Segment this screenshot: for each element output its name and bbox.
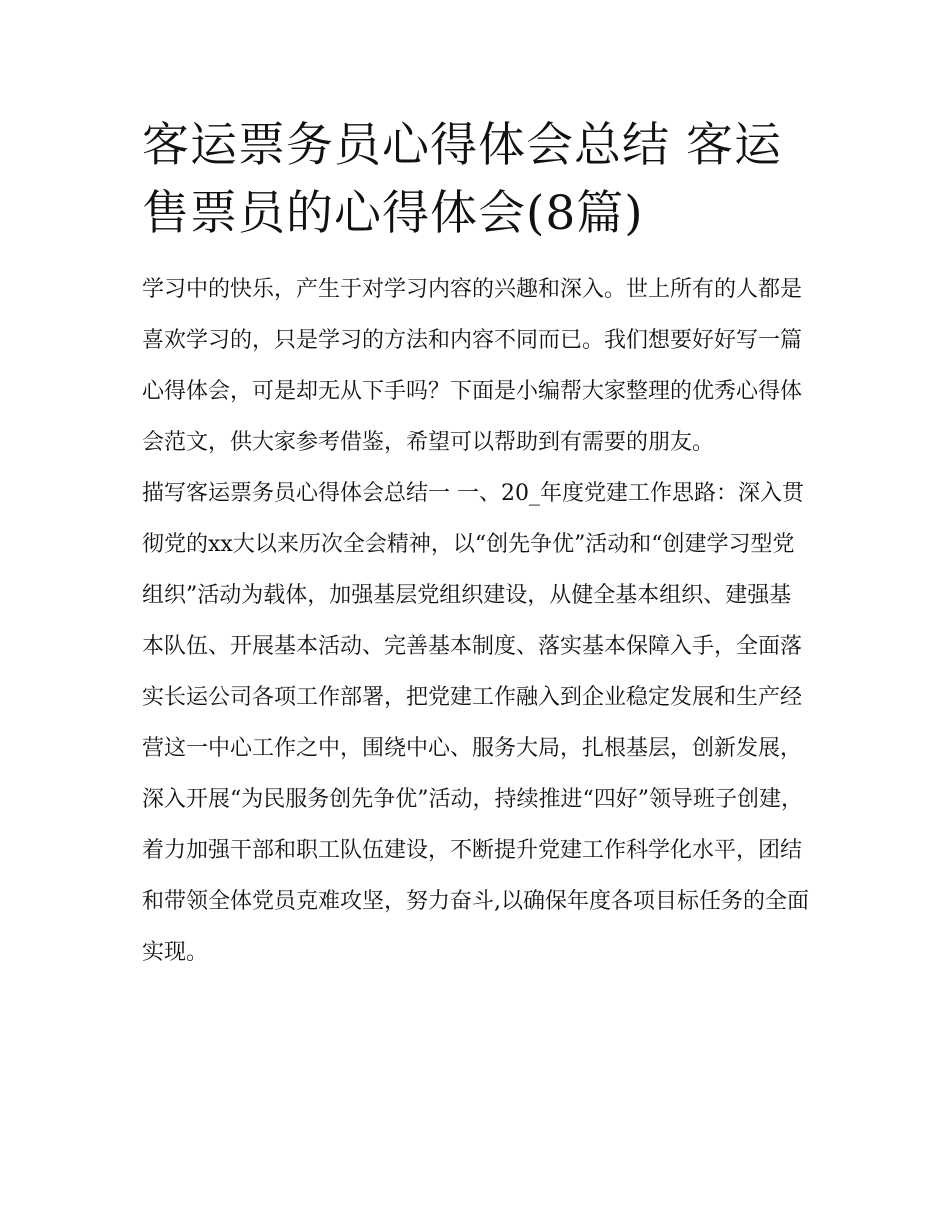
intro-paragraph: 学习中的快乐，产生于对学习内容的兴趣和深入。世上所有的人都是喜欢学习的，只是学习的方法和内容不同而已。我们想要好好写一篇心得体会，可是却无从下手吗？下面是小编帮大家整理的优秀心得体会范文，供大家参考借鉴，希望可以帮助到有需要的朋友。 — [142, 277, 803, 455]
document-title: 客运票务员心得体会总结 客运售票员的心得体会(8篇) — [142, 118, 782, 241]
document-page — [142, 112, 812, 978]
section-paragraph: 描写客运票务员心得体会总结一 一、20_年度党建工作思路：深入贯彻党的xx大以来历次全会精神，以“创先争优”活动和“创建学习型党组织”活动为载体，加强基层党组织建设，从健全基本组织、建强基本队伍、开展基本活动、完善基本制度、落实基本保障入手，全面落实长运公司各项工作部署，把党建工作融入到企业稳定发展和生产经营这一中心工作之中，围绕中心、服务大局，扎根基层，创新发展，深入开展“为民服务创先争优”活动，持续推进“四好”领导班子创建，着力加强干部和职工队伍建设，不断提升党建工作科学化水平，团结和带领全体党员克难攻坚，努力奋斗,以确保年度各项目标任务的全面实现。 — [142, 481, 809, 965]
